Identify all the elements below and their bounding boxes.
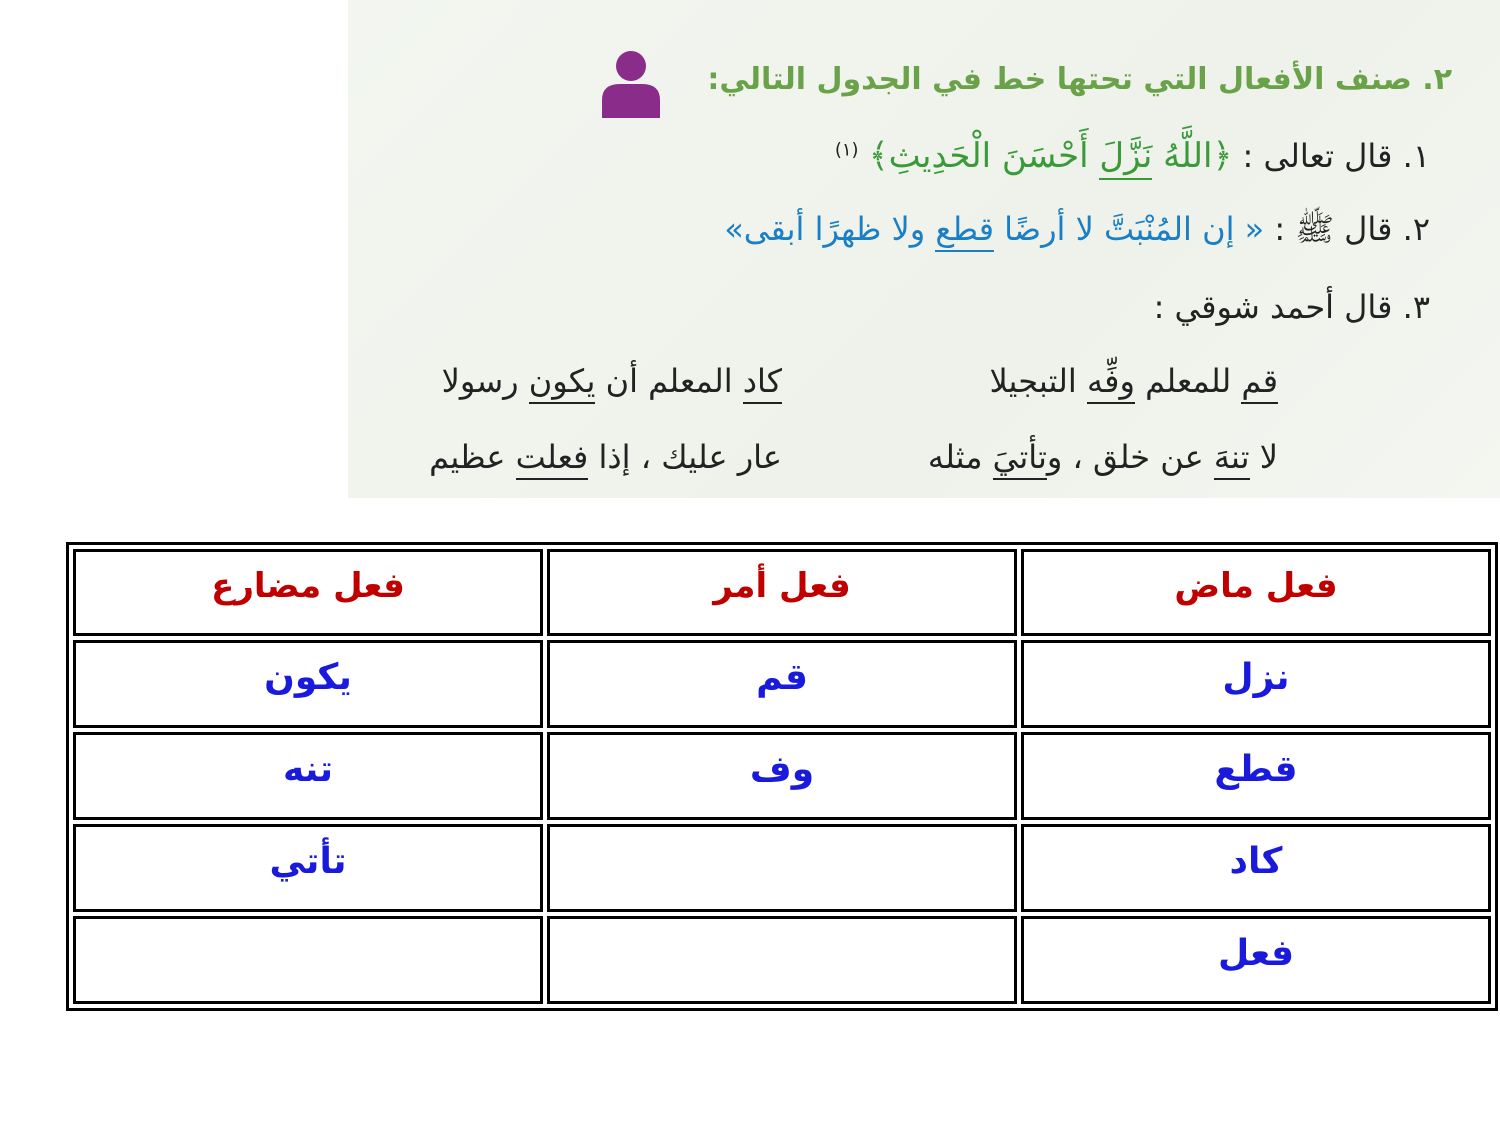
- quote-open: ﴿: [1212, 136, 1233, 176]
- header-imperative-verb: فعل أمر: [547, 549, 1017, 636]
- table-header-row: [73, 549, 1491, 636]
- poem-text: رسولا: [441, 362, 529, 400]
- table-cell: وف: [547, 732, 1017, 820]
- underlined-verb: يكون: [529, 362, 596, 404]
- header-present-verb: فعل مضارع: [73, 549, 543, 636]
- header-past-verb: فعل ماض: [1021, 549, 1491, 636]
- table-row: [73, 732, 1491, 820]
- table-cell: كاد: [1021, 824, 1491, 912]
- item-number: ١.: [1402, 137, 1430, 175]
- quote-text: أَحْسَنَ الْحَدِيثِ: [888, 136, 1100, 176]
- table-cell: يكون: [73, 640, 543, 728]
- underlined-verb: قطع: [935, 210, 994, 252]
- poem-text: عن خلق ، و: [1046, 438, 1214, 476]
- poem-text: لا: [1249, 438, 1278, 476]
- item-intro: قال تعالى :: [1242, 137, 1393, 175]
- underlined-verb: كاد: [743, 362, 782, 404]
- footnote-marker: (١): [834, 139, 859, 161]
- hadith-quote: [724, 210, 1264, 252]
- item-intro: قال أحمد شوقي :: [1153, 288, 1393, 326]
- poem-text: التبجيلا: [989, 362, 1087, 400]
- poem-line-1-second-hemistich: [442, 362, 782, 400]
- underlined-verb: تنهَ: [1214, 438, 1250, 480]
- quote-text: « إن المُنْبَتَّ لا أرضًا: [994, 210, 1265, 248]
- poem-line-2-first-hemistich: [928, 438, 1278, 476]
- underlined-verb: وفِّه: [1087, 362, 1135, 404]
- quote-text: اللَّهُ: [1152, 136, 1213, 176]
- quran-quote: [869, 136, 1233, 180]
- item-intro: قال ﷺ :: [1274, 210, 1393, 248]
- table-row: [73, 640, 1491, 728]
- table-cell: تأتي: [73, 824, 543, 912]
- poem-text: للمعلم: [1134, 362, 1242, 400]
- quote-close: ﴾: [868, 136, 889, 176]
- item-3: [1154, 288, 1430, 326]
- poem-text: مثله: [927, 438, 993, 476]
- underlined-verb: قم: [1241, 362, 1278, 404]
- table-cell: [547, 824, 1017, 912]
- quote-text: ولا ظهرًا أبقى»: [724, 210, 936, 248]
- item-2: [724, 210, 1430, 256]
- underlined-verb: نَزَّلَ: [1099, 136, 1152, 180]
- poem-line-2-second-hemistich: [429, 438, 782, 476]
- item-1: [835, 135, 1430, 176]
- poem-text: المعلم أن: [595, 362, 743, 400]
- verb-classification-table: [66, 542, 1498, 1011]
- item-number: ٢.: [1402, 210, 1430, 248]
- underlined-verb: تأتيَ: [993, 438, 1047, 480]
- table-cell: [547, 916, 1017, 1004]
- item-number: ٣.: [1402, 288, 1430, 326]
- underlined-verb: فعلت: [516, 438, 589, 480]
- poem-text: عظيم: [429, 438, 516, 476]
- table-cell: قم: [547, 640, 1017, 728]
- table-cell: [73, 916, 543, 1004]
- person-icon: [600, 48, 662, 118]
- table-cell: قطع: [1021, 732, 1491, 820]
- table-row: [73, 916, 1491, 1004]
- table-cell: تنه: [73, 732, 543, 820]
- poem-line-1-first-hemistich: [989, 362, 1278, 400]
- table-row: [73, 824, 1491, 912]
- exercise-heading: ٢. صنف الأفعال التي تحتها خط في الجدول التالي:: [707, 62, 1452, 97]
- table-cell: نزل: [1021, 640, 1491, 728]
- table-cell: فعل: [1021, 916, 1491, 1004]
- poem-text: عار عليك ، إذا: [588, 438, 782, 476]
